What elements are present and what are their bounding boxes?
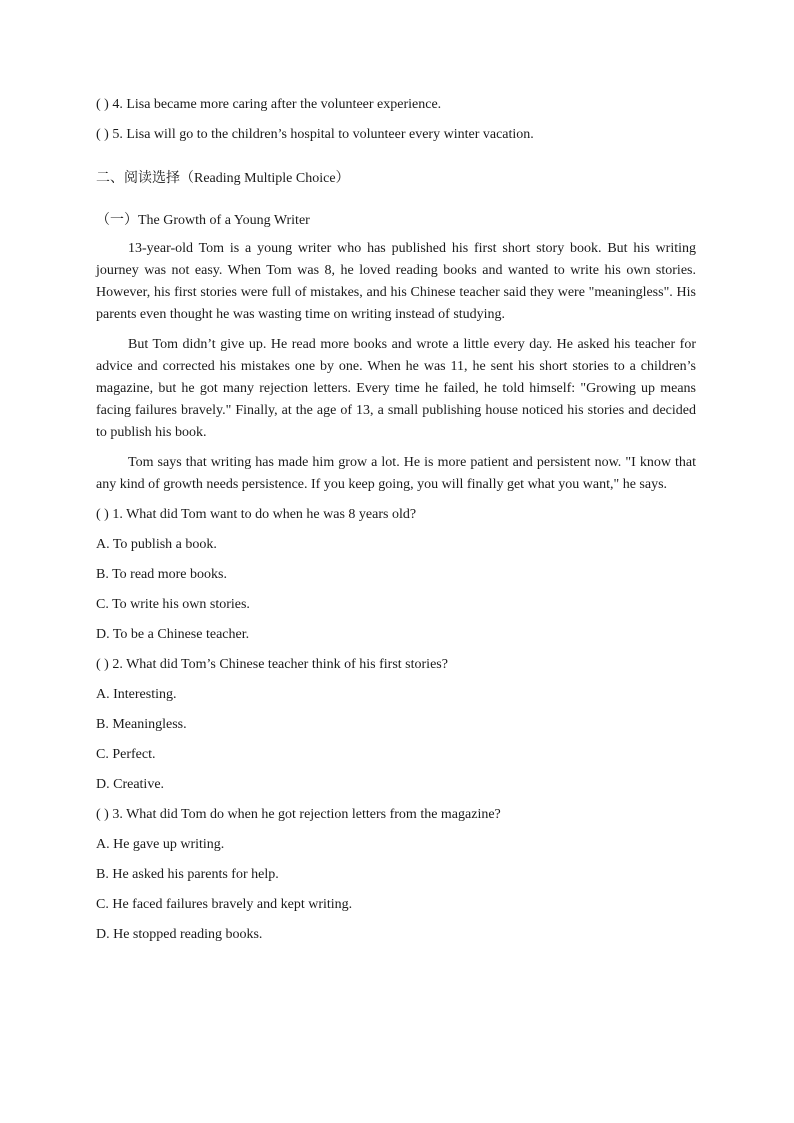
passage-title: （一）The Growth of a Young Writer bbox=[96, 213, 310, 228]
tf-item-5 bbox=[96, 124, 696, 146]
question-text: 2. What did Tom’s Chinese teacher think of his first stories? bbox=[112, 657, 448, 672]
q2-option-a: A. Interesting. bbox=[96, 687, 177, 702]
passage-paragraph-3: Tom says that writing has made him grow a lot. He is more patient and persistent now. "I know that any kind of growth needs persistence. If you keep going, you will finally get what you want," he says. bbox=[96, 455, 696, 492]
q1-option-a: A. To publish a book. bbox=[96, 537, 217, 552]
q1-option-d: D. To be a Chinese teacher. bbox=[96, 627, 250, 642]
tf-item-4 bbox=[96, 94, 696, 116]
q1-option-b: B. To read more books. bbox=[96, 567, 227, 582]
question-text: 3. What did Tom do when he got rejection letters from the magazine? bbox=[112, 807, 501, 822]
q3-option-c: C. He faced failures bravely and kept writing. bbox=[96, 897, 353, 912]
q2-option-b: B. Meaningless. bbox=[96, 717, 187, 732]
question-2 bbox=[96, 654, 696, 676]
tf-item-text: 4. Lisa became more caring after the volunteer experience. bbox=[112, 97, 442, 112]
worksheet-page bbox=[96, 94, 696, 954]
q1-option-c: C. To write his own stories. bbox=[96, 597, 250, 612]
q3-option-b: B. He asked his parents for help. bbox=[96, 867, 279, 882]
answer-blank[interactable]: ( ) bbox=[96, 127, 109, 142]
question-1 bbox=[96, 504, 696, 526]
question-text: 1. What did Tom want to do when he was 8 years old? bbox=[112, 507, 417, 522]
answer-blank[interactable]: ( ) bbox=[96, 807, 109, 822]
question-3 bbox=[96, 804, 696, 826]
answer-blank[interactable]: ( ) bbox=[96, 97, 109, 112]
q2-option-c: C. Perfect. bbox=[96, 747, 156, 762]
q3-option-d: D. He stopped reading books. bbox=[96, 927, 263, 942]
tf-item-text: 5. Lisa will go to the children’s hospital to volunteer every winter vacation. bbox=[112, 127, 534, 142]
passage-paragraph-2: But Tom didn’t give up. He read more books and wrote a little every day. He asked his teacher for advice and corrected his mistakes one by one. When he was 11, he sent his short stories to a children’s magazine, but he got many rejection letters. Every time he failed, he told himself: "Growing up means facing failures bravely." Finally, at the age of 13, a small publishing house noticed his stories and decided to publish his book. bbox=[96, 337, 696, 440]
q2-option-d: D. Creative. bbox=[96, 777, 165, 792]
answer-blank[interactable]: ( ) bbox=[96, 507, 109, 522]
q3-option-a: A. He gave up writing. bbox=[96, 837, 225, 852]
section-title: 二、阅读选择（Reading Multiple Choice） bbox=[96, 171, 350, 186]
answer-blank[interactable]: ( ) bbox=[96, 657, 109, 672]
passage-paragraph-1: 13-year-old Tom is a young writer who has published his first short story book. But his writing journey was not easy. When Tom was 8, he loved reading books and wanted to write his own stories. However, his first stories were full of mistakes, and his Chinese teacher said they were "meaningless". His parents even thought he was wasting time on writing instead of studying. bbox=[96, 241, 696, 322]
